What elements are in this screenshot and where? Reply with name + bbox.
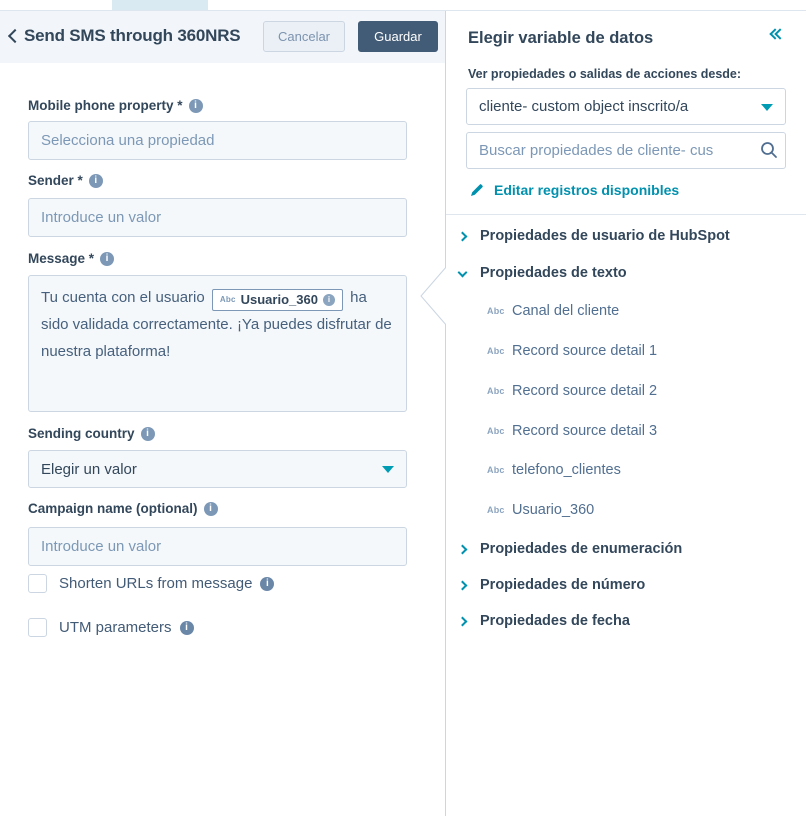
sending-country-label-text: Sending country [28, 426, 135, 441]
info-icon[interactable] [100, 252, 114, 266]
info-icon[interactable] [141, 427, 155, 441]
source-label: Ver propiedades o salidas de acciones desde: [468, 67, 742, 81]
chevron-down-icon [458, 267, 468, 277]
utm-parameters-checkbox[interactable] [28, 618, 47, 637]
save-button[interactable]: Guardar [358, 21, 438, 52]
property-label: Usuario_360 [512, 502, 595, 518]
text-type-icon: Abc [487, 306, 505, 316]
property-label: Record source detail 3 [512, 423, 658, 439]
property-item[interactable] [487, 462, 621, 478]
pencil-icon [470, 183, 484, 197]
message-label [28, 251, 114, 266]
chevron-down-icon [382, 466, 394, 473]
sending-country-select[interactable] [28, 450, 407, 488]
text-type-icon: Abc [487, 465, 505, 475]
source-object-select[interactable] [466, 88, 786, 125]
sending-country-value: Elegir un valor [41, 460, 137, 478]
text-type-icon: Abc [487, 505, 505, 515]
section-label: Propiedades de texto [480, 265, 627, 281]
sender-input[interactable] [28, 198, 407, 237]
chevron-right-icon [458, 617, 468, 627]
utm-parameters-label-text: UTM parameters [59, 619, 172, 636]
search-icon [760, 141, 778, 159]
mobile-phone-input[interactable] [28, 121, 407, 160]
section-hubspot-user-properties[interactable] [459, 228, 730, 244]
section-number-properties[interactable] [459, 577, 645, 593]
editor-header [0, 11, 445, 63]
panel-title: Elegir variable de datos [468, 29, 654, 47]
chevron-right-icon [458, 232, 468, 242]
shorten-urls-row [28, 574, 274, 593]
section-text-properties[interactable] [459, 265, 627, 281]
edit-records-link[interactable] [470, 182, 679, 198]
shorten-urls-label [59, 575, 274, 592]
section-label: Propiedades de número [480, 577, 646, 593]
info-icon[interactable] [204, 502, 218, 516]
info-icon[interactable] [89, 174, 103, 188]
message-textarea[interactable] [28, 275, 407, 412]
section-date-properties[interactable] [459, 613, 630, 629]
property-label: Canal del cliente [512, 303, 620, 319]
data-variable-panel [446, 11, 806, 816]
edit-records-label: Editar registros disponibles [494, 182, 680, 198]
sending-country-label [28, 426, 155, 441]
section-label: Propiedades de fecha [480, 613, 630, 629]
message-text-before: Tu cuenta con el usuario [41, 289, 205, 306]
sender-label-text: Sender * [28, 173, 83, 188]
top-tab-remnant [112, 0, 208, 10]
section-label: Propiedades de enumeración [480, 541, 683, 557]
mobile-phone-label [28, 98, 203, 113]
section-label: Propiedades de usuario de HubSpot [480, 228, 730, 244]
sender-label [28, 173, 103, 188]
back-chevron-icon[interactable] [8, 29, 22, 43]
text-type-icon: Abc [219, 295, 236, 304]
chevron-right-icon [458, 545, 468, 555]
chevron-right-icon [458, 581, 468, 591]
property-label: Record source detail 1 [512, 343, 658, 359]
property-item[interactable] [487, 343, 657, 359]
utm-parameters-row [28, 618, 194, 637]
action-editor-panel [0, 11, 445, 816]
campaign-name-input[interactable] [28, 527, 407, 566]
property-item[interactable] [487, 423, 657, 439]
property-search-input[interactable] [466, 132, 786, 169]
personalization-token[interactable] [212, 289, 343, 311]
campaign-name-label-text: Campaign name (optional) [28, 501, 198, 516]
message-label-text: Message * [28, 251, 95, 266]
chevron-down-icon [761, 104, 773, 111]
property-item[interactable] [487, 303, 619, 319]
section-enumeration-properties[interactable] [459, 541, 682, 557]
info-icon[interactable] [180, 621, 194, 635]
property-item[interactable] [487, 383, 657, 399]
panel-pointer-notch [414, 260, 448, 332]
utm-parameters-label [59, 619, 194, 636]
page-title: Send SMS through 360NRS [24, 26, 241, 45]
section-divider [446, 214, 806, 215]
token-label: Usuario_360 [240, 292, 318, 307]
cancel-button[interactable]: Cancelar [263, 21, 345, 52]
text-type-icon: Abc [487, 386, 505, 396]
shorten-urls-label-text: Shorten URLs from message [59, 575, 253, 592]
text-type-icon: Abc [487, 346, 505, 356]
property-label: Record source detail 2 [512, 383, 658, 399]
message-text-after: ha sido validada correctamente. ¡Ya puedes disfrutar de nuestra plataforma! [41, 289, 392, 360]
mobile-phone-label-text: Mobile phone property * [28, 98, 183, 113]
shorten-urls-checkbox[interactable] [28, 574, 47, 593]
info-icon[interactable] [260, 577, 274, 591]
text-type-icon: Abc [487, 426, 505, 436]
campaign-name-label [28, 501, 218, 516]
collapse-panel-icon[interactable] [771, 30, 784, 38]
property-label: telefono_clientes [512, 462, 621, 478]
source-object-value: cliente- custom object inscrito/a [479, 98, 689, 115]
info-icon[interactable] [189, 99, 203, 113]
info-icon[interactable] [323, 294, 335, 306]
property-item[interactable] [487, 502, 594, 518]
